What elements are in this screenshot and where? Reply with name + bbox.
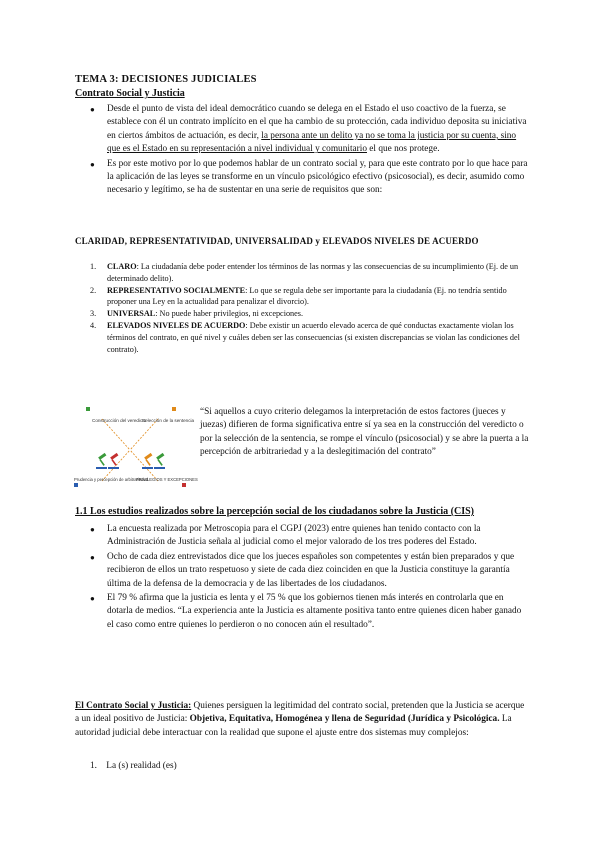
gavel-icon (142, 453, 153, 469)
requirements-heading: CLARIDAD, REPRESENTATIVIDAD, UNIVERSALIDAD y ELEVADOS NIVELES DE ACUERDO (75, 236, 479, 246)
bullet-icon: ● (90, 105, 95, 114)
marker-icon (86, 407, 90, 411)
bullet-icon: ● (90, 525, 95, 534)
section-heading: 1.1 Los estudios realizados sobre la percepción social de los ciudadanos sobre la Justicia (CIS) (75, 506, 475, 517)
list-item: 3. UNIVERSAL: No puede haber privilegios, ni excepciones. (90, 309, 304, 319)
subtitle: Contrato Social y Justicia (75, 88, 185, 99)
closing-heading: El Contrato Social y Justicia: (75, 701, 192, 711)
figure-label: Construcción del veredicto (92, 418, 147, 423)
gavel-icon (96, 453, 107, 469)
bullet-icon: ● (90, 159, 95, 169)
list-item: 2. REPRESENTATIVO SOCIALMENTE: Lo que se regula debe ser importante para la ciudadanía (Ej. no tendría sentido proponer una Ley en la actualidad para penalizar el divorcio). (90, 285, 507, 307)
list-item: 4. ELEVADOS NIVELES DE ACUERDO: Debe existir un acuerdo elevado acerca de qué conductas exactamente violan los términos del contrato, en qué nivel y cuáles deben ser las consecuencias (si existen discrepancias se violan las condiciones del contrato). (90, 321, 520, 354)
list-item: ● Ocho de cada diez entrevistados dice que los jueces españoles son competentes y están bien preparados y que recibieron de ellos un trato respetuoso y siete de cada diez coinciden en que la Justicia constituye la garantía última de la defensa de la democracia y de las libertades de los ciudadanos. (90, 551, 515, 589)
marker-icon (182, 483, 186, 487)
list-item: ● La encuesta realizada por Metroscopia para el CGPJ (2023) entre quienes han tenido contacto con la Administración de Justicia señala al judicial como el mejor valorado de los tres poderes del Estado. (90, 524, 481, 548)
section-bullet-list (90, 523, 530, 633)
quote-block: “Si aquellos a cuyo criterio delegamos la interpretación de estos factores (jueces y juezas) difieren de forma significativa entre sí ya sea en la construcción del veredicto o por la selección de la sentencia, se rompe el vínculo (psicosocial) y se abre la puerta a la percepción de arbitrariedad y a la deslegitimación del contrato” (200, 407, 529, 458)
list-item: ● Es por este motivo por lo que podemos hablar de un contrato social y, para que este contrato por lo que hace para la aplicación de las leyes se transforme en un vínculo psicológico efectivo (psicosocial), es decir, asumido como necesario y legítimo, se ha de sustentar en una serie de requisitos que son: (90, 158, 528, 196)
marker-icon (172, 407, 176, 411)
figure-label: Selección de la sentencia (142, 418, 195, 423)
figure-label: PRIVILEGIOS Y EXCEPCIONES (136, 477, 198, 482)
list-item: ● Desde el punto de vista del ideal democrático cuando se delega en el Estado el uso coactivo de la fuerza, se establece con él un contrato implícito en el que ha cambio de su protección, cada individuo deposita su iniciativa en ciertos ámbitos de actuación, es decir, la persona ante un delito ya no se toma la justicia por su cuenta, sino que es el Estado en su representación a nivel individual y comunitario el que nos protege. (90, 104, 527, 155)
justice-diagram (72, 405, 198, 497)
gavel-icon (108, 453, 119, 469)
requirements-list (90, 261, 520, 356)
list-item: 1. CLARO: La ciudadanía debe poder entender los términos de las normas y las consecuencias de su incumplimiento (Ej. de un determinado delito). (90, 262, 519, 283)
closing-paragraph: El Contrato Social y Justicia: Quienes persiguen la legitimidad del contrato social, pretenden que la Justicia se acerque a un ideal positivo de Justicia: Objetiva, Equitativa, Homogénea y llena de Seguridad (Jurídica y Psicológica. La autoridad judicial debe interactuar con la realidad que supone el ajuste entre dos sistemas muy complejos: (75, 701, 525, 738)
list-item: ● El 79 % afirma que la justicia es lenta y el 75 % que los gobiernos tienen más interés en controlarla que en dotarla de medios. “La experiencia ante la Justicia es altamente positiva tanto entre quienes dicen haber ganado el caso como entre quienes lo perdieron o no conocen aún el resultado”. (90, 593, 522, 630)
page-title: TEMA 3: DECISIONES JUDICIALES (75, 74, 257, 85)
bullet-icon: ● (90, 552, 95, 562)
figure-label: Prudencia y percepción de arbitrariedad (74, 477, 149, 482)
bullet-icon: ● (90, 594, 95, 604)
final-list-item: 1. La (s) realidad (es) (90, 761, 177, 771)
marker-icon (74, 483, 78, 487)
gavel-icon (154, 453, 165, 469)
intro-bullet-list (90, 103, 530, 199)
